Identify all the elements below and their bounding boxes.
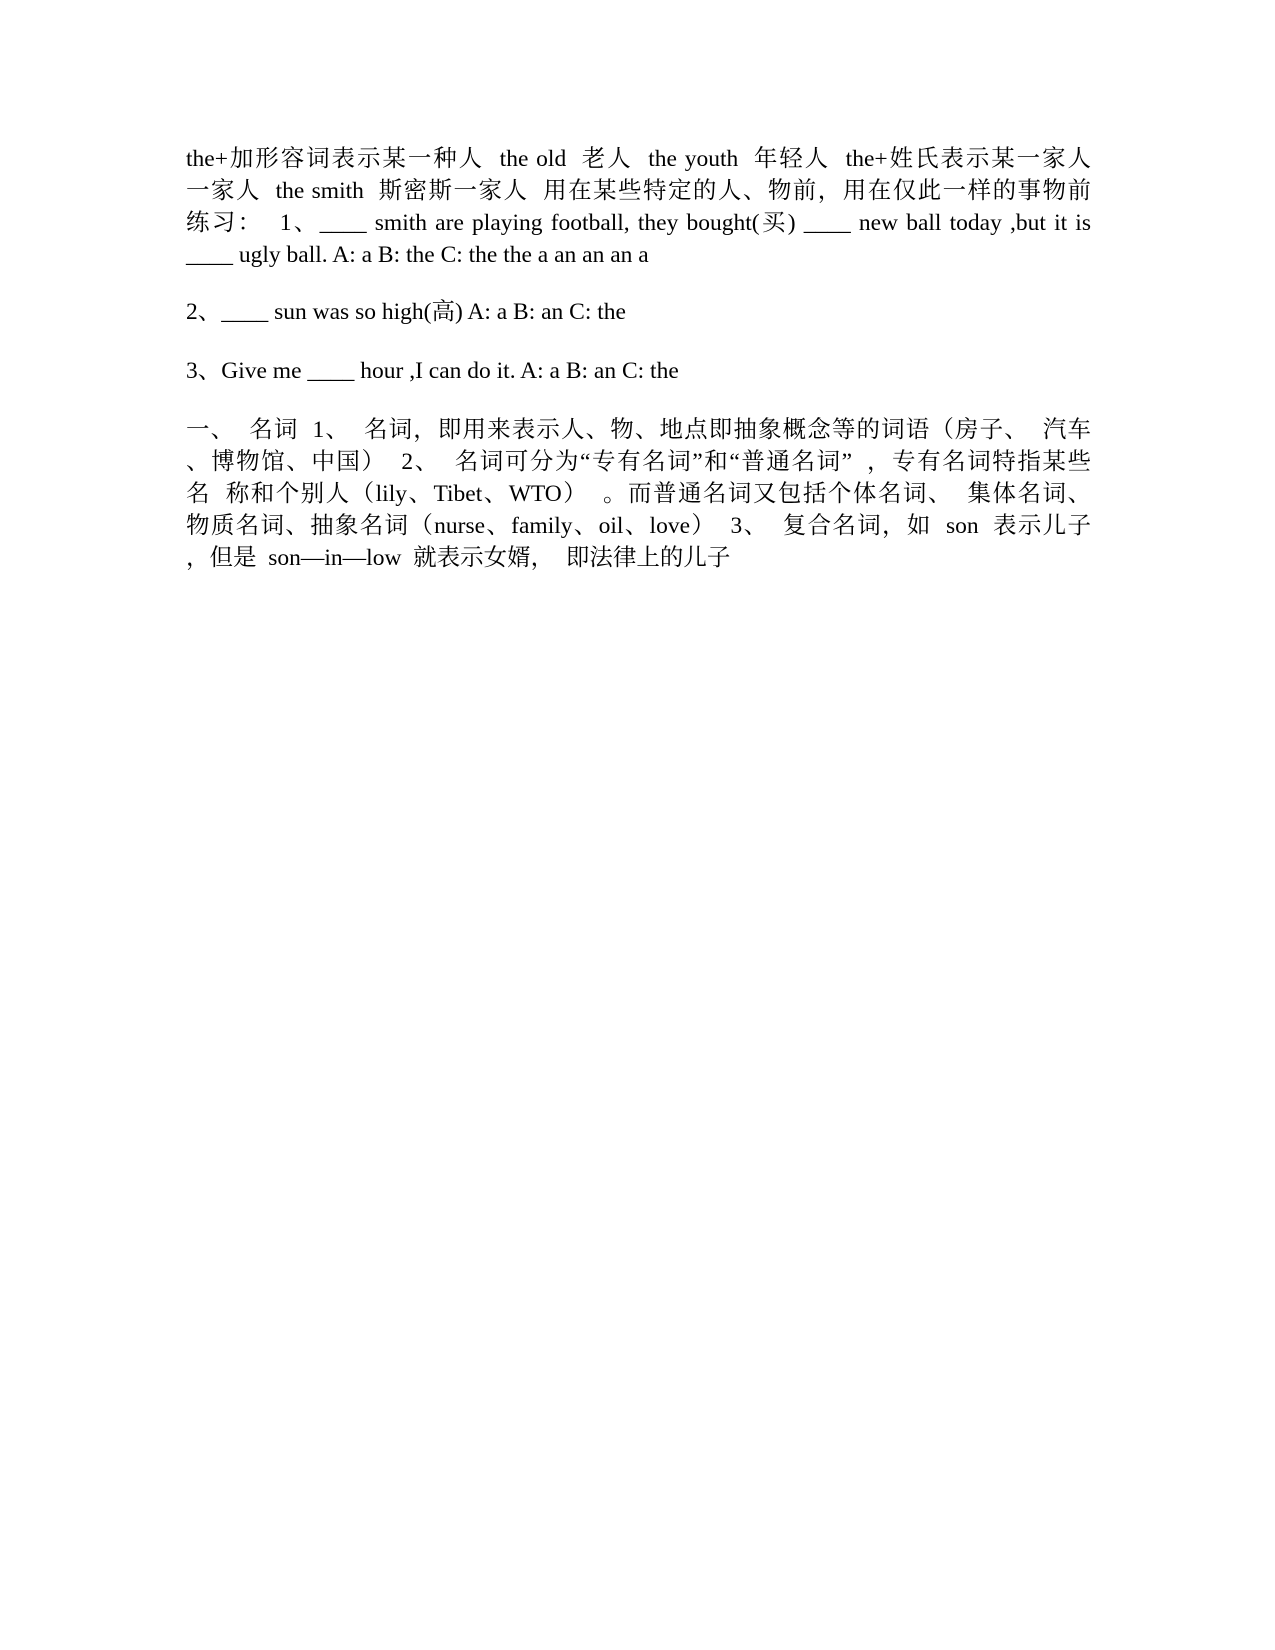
text-line: 一家人 the smith 斯密斯一家人 用在某些特定的人、物前，用在仅此一样的事物前 xyxy=(186,178,1091,204)
paragraph-articles-usage xyxy=(186,143,1091,271)
text-line: 物质名词、抽象名词（nurse、family、oil、love） 3、 复合名词，如 son 表示儿子 xyxy=(186,513,1091,539)
text-line: 、博物馆、中国） 2、 名词可分为“专有名词”和“普通名词” ，专有名词特指某些 xyxy=(186,449,1091,475)
document-body xyxy=(186,143,1091,574)
text-line: 3、Give me ____ hour ,I can do it. A: a B: an C: the xyxy=(186,358,679,384)
text-line: 2、____ sun was so high(高) A: a B: an C: the xyxy=(186,299,626,325)
exercise-question-2 xyxy=(186,296,1091,328)
text-line: 名 称和个别人（lily、Tibet、WTO） 。而普通名词又包括个体名词、 集体名词、 xyxy=(186,481,1091,507)
text-line: the+加形容词表示某一种人 the old 老人 the youth 年轻人 the+姓氏表示某一家人 xyxy=(186,146,1091,172)
text-line: ____ ugly ball. A: a B: the C: the the a an an an a xyxy=(186,242,649,268)
text-line: 练习： 1、____ smith are playing football, they bought(买) ____ new ball today ,but it is xyxy=(186,210,1091,236)
exercise-question-3 xyxy=(186,355,1091,387)
paragraph-spacer xyxy=(186,328,1091,355)
paragraph-spacer xyxy=(186,387,1091,414)
text-line: ，但是 son—in—low 就表示女婿， 即法律上的儿子 xyxy=(186,545,731,571)
paragraph-spacer xyxy=(186,271,1091,296)
paragraph-nouns xyxy=(186,414,1091,574)
text-line: 一、 名词 1、 名词，即用来表示人、物、地点即抽象概念等的词语（房子、 汽车 xyxy=(186,417,1091,443)
